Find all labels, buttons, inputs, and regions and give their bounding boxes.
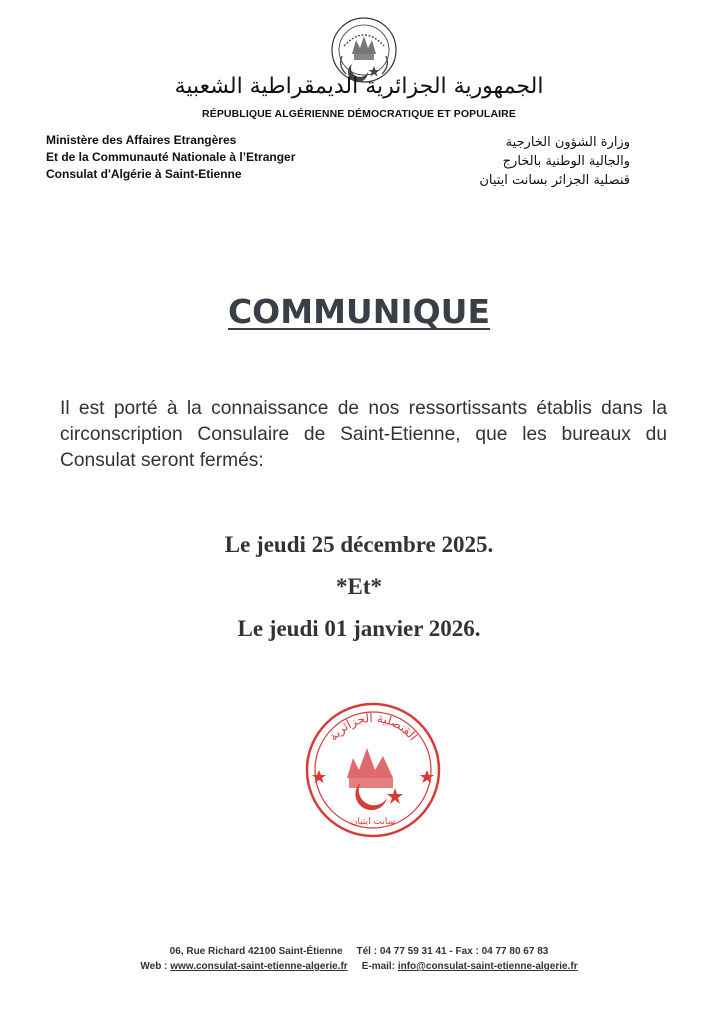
footer-address: 06, Rue Richard 42100 Saint-Étienne [169,946,343,957]
sender-block-arabic [479,133,630,190]
website-link[interactable]: www.consulat-saint-etienne-algerie.fr [170,961,348,972]
arabic-republic-title: الجمهورية الجزائرية الديمقراطية الشعبية [174,74,544,99]
ministry-line: Ministère des Affaires Etrangères [46,133,237,147]
footer-contact-line [0,944,718,959]
heading-text: COMMUNIQUE [227,292,491,331]
announcement-body: Il est porté à la connaissance de nos ressortissants établis dans la circonscription Consulaire de Saint-Etienne, que les bureaux du Consulat seront fermés: [60,398,667,471]
web-label: Web : [140,961,168,972]
consular-stamp [303,700,443,840]
svg-text:القنصلية الجزائرية [326,711,420,743]
email-label: E-mail: [361,961,396,972]
closure-date-second: Le jeudi 01 janvier 2026. [237,616,481,641]
closure-date-first: Le jeudi 25 décembre 2025. [224,532,494,557]
consulate-line: Consulat d'Algérie à Saint-Etienne [46,167,242,181]
document-heading [0,292,718,331]
community-line: Et de la Communauté Nationale à l’Etranger [46,150,296,164]
date-separator: *Et* [336,574,382,599]
footer-web-line [0,959,718,974]
sender-block-french [46,132,295,183]
footer-phone-fax: Tél : 04 77 59 31 41 - Fax : 04 77 80 67 83 [356,946,549,957]
french-republic-title: RÉPUBLIQUE ALGÉRIENNE DÉMOCRATIQUE ET POPULAIRE [202,108,516,120]
footer [0,944,718,974]
ministry-line-ar: وزارة الشؤون الخارجية [505,135,630,150]
stamp-arabic-text: القنصلية الجزائرية [325,710,421,744]
consulate-line-ar: قنصلية الجزائر بسانت ايتيان [479,173,630,188]
community-line-ar: والجالية الوطنية بالخارج [502,154,630,169]
email-link[interactable]: info@consulat-saint-etienne-algerie.fr [397,961,578,972]
stamp-bottom-text: سانت ايتيان [350,817,396,827]
